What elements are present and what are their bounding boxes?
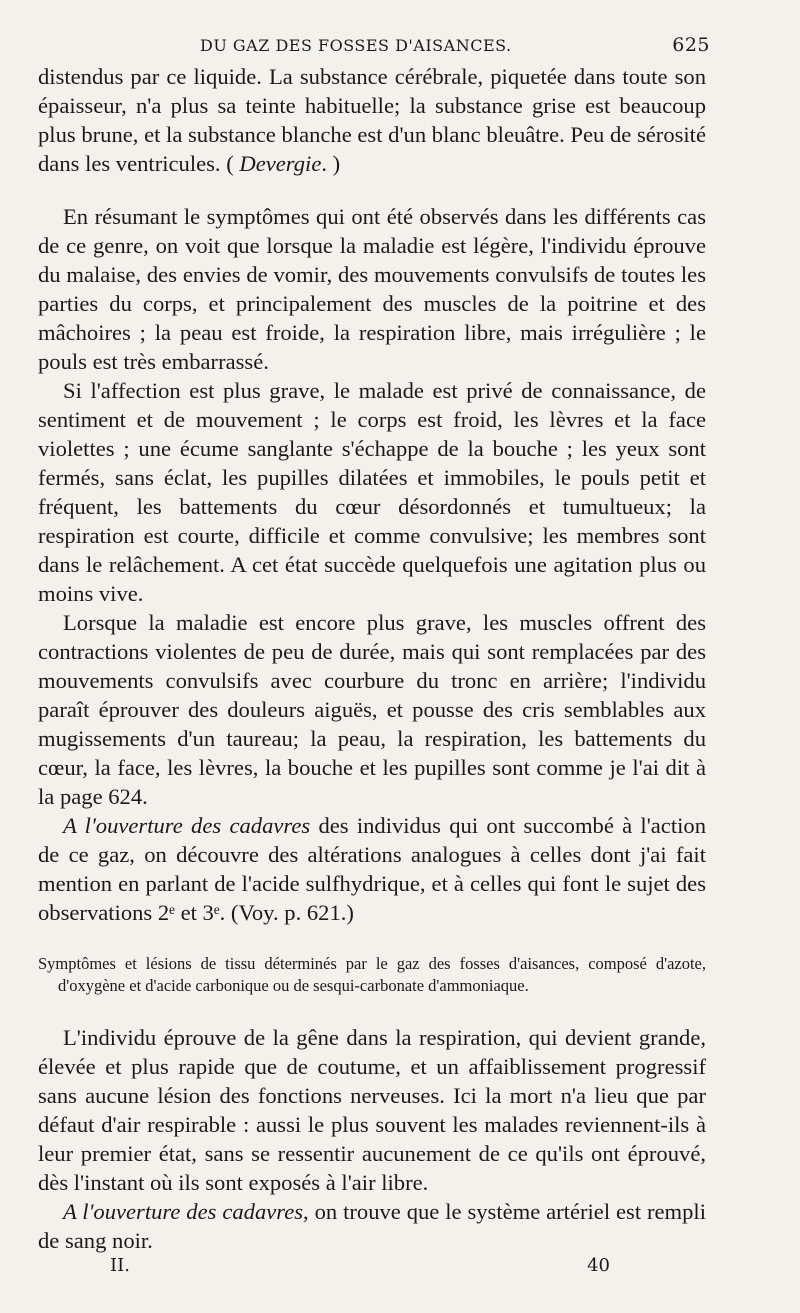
paragraph: En résumant le symptômes qui ont été observés dans les différents cas de ce genre, on voit que lorsque la maladie est légère, l'individu éprouve du malaise, des envies de vomir, des mouvements convulsifs de toutes les parties du corps, et principalement des muscles de la poitrine et des mâchoires ; la peau est froide, la respiration libre, mais irrégulière ; le pouls est très embarrassé. xyxy=(38,204,706,374)
paragraph: A l'ouverture des cadavres des individus qui ont succombé à l'action de ce gaz, on découvre des altérations analogues à celles dont j'ai fait mention en parlant de l'acide sulfhydrique, et à celles qui font le sujet des observations 2ᵉ et 3ᵉ. (Voy. p. 621.) xyxy=(38,813,706,925)
sheet-number: 40 xyxy=(587,1255,610,1276)
body-text-after-heading xyxy=(38,1023,706,1255)
volume-signature: II. xyxy=(110,1255,130,1276)
italic-phrase: A l'ouverture des cadavres xyxy=(63,813,311,838)
section-heading: Symptômes et lésions de tissu déterminés par le gaz des fosses d'aisances, composé d'azote, d'oxygène et d'acide carbonique ou de sesqui-carbonate d'ammoniaque. xyxy=(38,954,706,995)
paragraph: Lorsque la maladie est encore plus grave, les muscles offrent des contractions violentes de peu de durée, mais qui sont remplacées par des mouvements convulsifs avec courbure du tronc en arrière; l'individu paraît éprouver des douleurs aiguës, et pousse des cris semblables aux mugissements d'un taureau; la peau, la respiration, les battements du cœur, la face, les lèvres, la bouche et les pupilles sont comme je l'ai dit à la page 624. xyxy=(38,610,706,809)
page-footer xyxy=(80,1255,706,1279)
paragraph-continuation: distendus par ce liquide. La substance cérébrale, piquetée dans toute son épaisseur, n'a plus sa teinte habituelle; la substance grise est beaucoup plus brune, et la substance blanche est d'un blanc bleuâtre. Peu de sérosité dans les ventricules. ( Devergie. ) xyxy=(38,64,706,176)
paragraph: A l'ouverture des cadavres, on trouve que le système artériel est rempli de sang noir. xyxy=(38,1199,706,1253)
body-text xyxy=(38,62,706,927)
italic-phrase: A l'ouverture des cadavres xyxy=(63,1199,304,1224)
running-title: DU GAZ DES FOSSES D'AISANCES. xyxy=(200,36,512,55)
paragraph: L'individu éprouve de la gêne dans la respiration, qui devient grande, élevée et plus rapide que de coutume, et un affaiblissement progressif sans aucune lésion des fonctions nerveuses. Ici la mort n'a lieu que par défaut d'air respirable : aussi le plus souvent les malades reviennent-ils à leur premier état, sans se ressentir aucunement de ce qu'ils ont éprouvé, dès l'instant où ils sont exposés à l'air libre. xyxy=(38,1025,706,1195)
page-number: 625 xyxy=(672,34,710,56)
author-citation: Devergie xyxy=(239,151,322,176)
running-head xyxy=(38,30,710,62)
paragraph: Si l'affection est plus grave, le malade est privé de connaissance, de sentiment et de mouvement ; le corps est froid, les lèvres et la face violettes ; une écume sanglante s'échappe de la bouche ; les yeux sont fermés, sans éclat, les pupilles dilatées et immobiles, le pouls petit et fréquent, les battements du cœur désordonnés et tumultueux; la respiration est courte, difficile et comme convulsive; les membres sont dans le relâchement. A cet état succède quelquefois une agitation plus ou moins vive. xyxy=(38,378,706,606)
